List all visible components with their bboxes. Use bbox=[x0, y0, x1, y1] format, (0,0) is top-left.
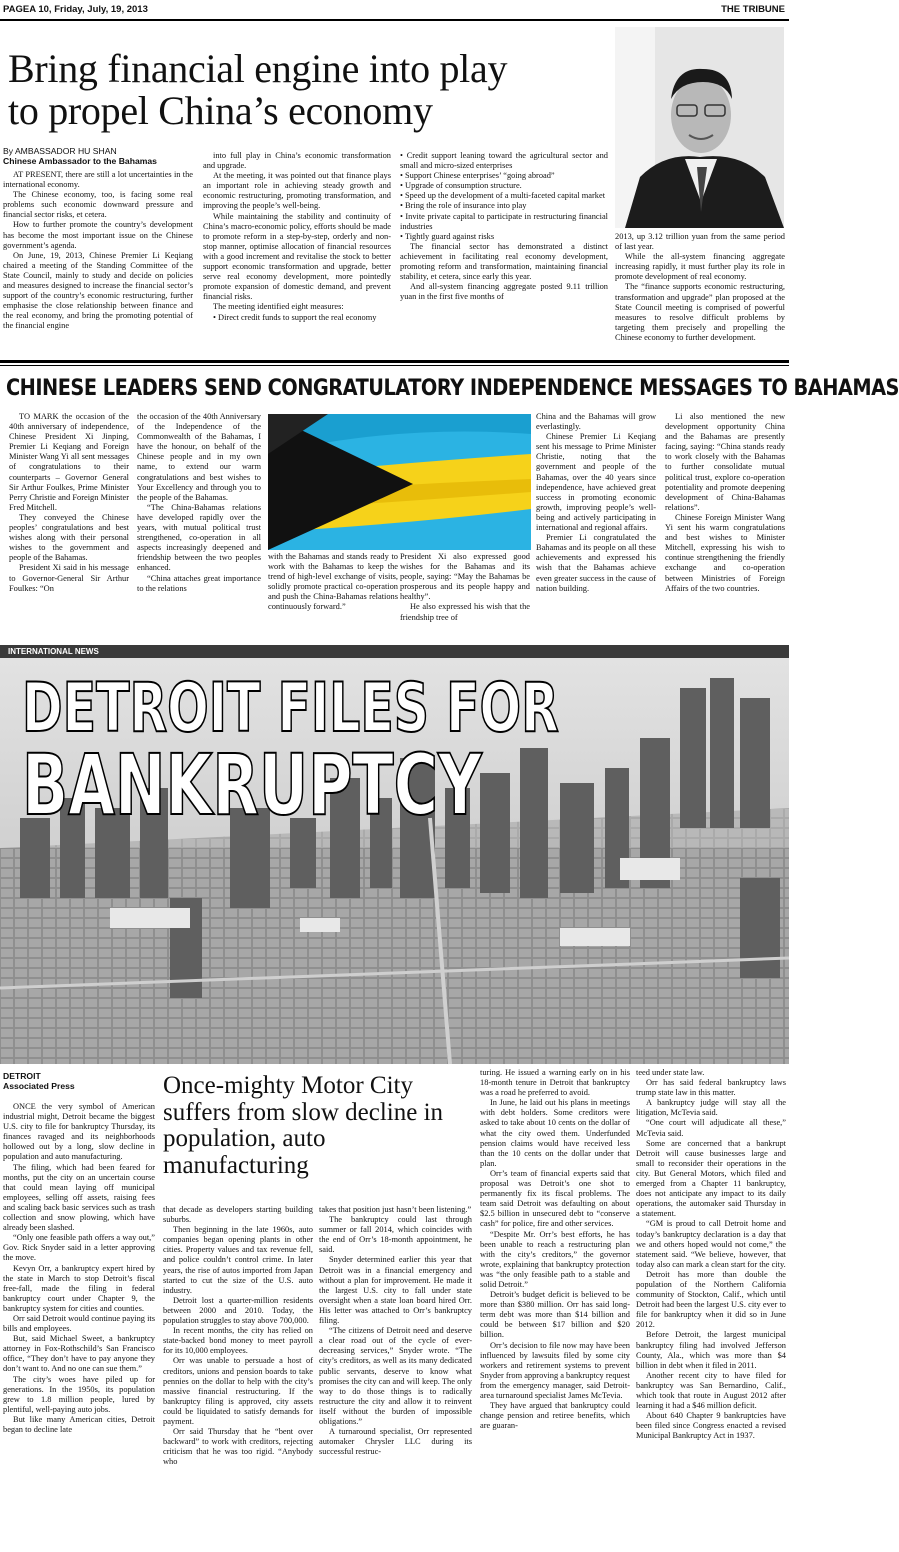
article2-column-3: with the Bahamas and stands ready to work with the Bahamas to keep the trend of high-level exchange of visits, solidly promote practical co-operation and push the China-Bahamas relations continuously forward.” bbox=[268, 552, 398, 612]
article2-column-6: Li also mentioned the new development opportunity China and the Bahamas are presently facing, saying: “China stands ready to work closely with the Bahamas to further consolidate mutual political trust, explore co-operation potentiality and promote deepening development of China-Bahamas relations”. Chinese Foreign Minister Wang Yi sent his warm congratulations and best wishes to Minister Mitchell, expressing his wish to continue strengthening the friendly exchange and co-operation between Ministries of Foreign Affairs of the two countries. bbox=[665, 412, 785, 593]
article2-column-2: the occasion of the 40th Anniversary of the Independence of the Commonwealth of the Bahamas, I have the honour, on behalf of the Chinese people and in my own name, to extend our warm congratulations and best wishes to Your Excellency and through you to the people of the Bahamas. “The China-Bahamas relations have developed rapidly over the years, with mutual political trust strengthened, co-operation in all aspects increasingly deepened and friendship between the two peoples enhanced. “China attaches great importance to the relations bbox=[137, 412, 261, 593]
newspaper-name: THE TRIBUNE bbox=[721, 4, 785, 15]
article1-byline: By AMBASSADOR HU SHAN Chinese Ambassador to the Bahamas bbox=[3, 146, 157, 166]
article1-headline: Bring financial engine into play to propel China’s economy bbox=[8, 46, 508, 133]
detroit-skyline-photo bbox=[0, 658, 789, 1064]
article3-column-5: teed under state law. Orr has said federal bankruptcy laws trump state law in this matter. A bankruptcy judge will stay all the litigation, McTevia said. “One court will adjudicate all these,” McTevia said. Some are concerned that a bankrupt Detroit will cause businesses large and small to reconsider their operations in the city. But General Motors, which filed and emerged from a Chapter 11 bankruptcy, does not anticipate any impact to its daily operations, the automaker said Thursday in a statement. “GM is proud to call Detroit home and today’s bankruptcy declaration is a day that we and others hoped would not come,” the statement said. “We believe, however, that today also can mark a clean start for the city. Detroit has more than double the population of the Northern California community of Stockton, Calif., which until Detroit had been the largest U.S. city ever to file for bankruptcy when it did so in June 2012. Before Detroit, the largest municipal bankruptcy filing had involved Jefferson County, Ala., which was more than $4 billion in debt when it filed in 2011. Another recent city to have filed for bankruptcy was San Bernardino, Calif., which took that route in August 2012 after learning it had a $46 million deficit. About 640 Chapter 9 bankruptcies have been filed since Congress enacted a revised Municipal Bankruptcy Act in 1937. bbox=[636, 1068, 786, 1441]
article3-column-1: ONCE the very symbol of American industrial might, Detroit became the biggest U.S. city to file for bankruptcy Thursday, its finances ravaged and its neighborhoods hollowed out by a long, slow decline in population and auto manufacturing. The filing, which had been feared for months, put the city on an uncertain course that could mean laying off municipal employees, selling off assets, raising fees and scaling back basic services such as trash collection and snow plowing, which have already been slashed. “Only one feasible path offers a way out,” Gov. Rick Snyder said in a letter approving the move. Kevyn Orr, a bankruptcy expert hired by the state in March to stop Detroit’s fiscal free-fall, made the filing in federal bankruptcy court under Chapter 9, the bankruptcy system for cities and counties. Orr said Detroit would continue paying its bills and employees. But, said Michael Sweet, a bankruptcy attorney in Fox-Rothschild’s San Francisco office, “They don’t have to pay anyone they don’t want to. And no one can sue them.” The city’s woes have piled up for generations. In the 1950s, its population grew to 1.8 million people, lured by plentiful, well-paying auto jobs. But like many American cities, Detroit began to decline late bbox=[3, 1102, 155, 1434]
page-folio: PAGEA 10, Friday, July, 19, 2013 bbox=[3, 4, 148, 15]
ambassador-portrait-icon bbox=[615, 27, 784, 228]
article2-column-4: President Xi also expressed good wishes for the Bahamas and its people, saying: “May the Bahamas be prosperous and its people happy and healthy”. He also expressed his wish that the friendship tree of bbox=[400, 552, 530, 622]
article3-column-3: takes that position just hasn’t been listening.” The bankruptcy could last through summer or fall 2014, which coincides with the end of Orr’s 18-month appointment, he said. Snyder determined earlier this year that Detroit was in a financial emergency and without a plan for improvement. He made it the largest U.S. city to fall under state oversight when a state loan board hired Orr. His letter was attached to Orr’s bankruptcy filing. “The citizens of Detroit need and deserve a clear road out of the cycle of ever-decreasing services,” Snyder wrote. “The city’s creditors, as well as its many dedicated public servants, deserve to know what promises the city can and will keep. The only way to do those things is to radically restructure the city and allow it to reinvent itself without the burden of impossible obligations.” A turnaround specialist, Orr represented automaker Chrysler LLC during its successful restruc- bbox=[319, 1205, 472, 1457]
article3-column-2: that decade as developers starting building suburbs. Then beginning in the late 1960s, auto companies began opening plants in other cities. Property values and tax revenue fell, and police couldn’t control crime. In later years, the rise of autos imported from Japan started to cut the size of the U.S. auto industry. Detroit lost a quarter-million residents between 2000 and 2010. Today, the population struggles to stay above 700,000. In recent months, the city has relied on state-backed bond money to meet payroll for its 10,000 employees. Orr was unable to persuade a host of creditors, unions and pension boards to take pennies on the dollar to help with the city’s massive financial restructuring. If the bankruptcy filing is approved, city assets could be liquidated to satisfy demands for payment. Orr said Thursday that he “bent over backward” to work with creditors, rejecting criticism that he was too rigid. “Anybody who bbox=[163, 1205, 313, 1467]
article2-column-5: China and the Bahamas will grow everlastingly. Chinese Premier Li Keqiang sent his message to Prime Minister Christie, noting that the government and people of the Bahamas, over the 40 years since independence, have achieved great success in promoting economic growth, improving people’s well-being and actively participating in international and regional affairs. Premier Li congratulated the Bahamas and its people on all these achievements and expressed his wish that the Bahamas achieve even greater success in the cause of nation building. bbox=[536, 412, 656, 593]
article3-dateline: DETROIT Associated Press bbox=[3, 1071, 75, 1091]
article3-column-4: turing. He issued a warning early on in his 18-month tenure in Detroit that bankruptcy was a road he preferred to avoid. In June, he laid out his plans in meetings with debt holders. Some creditors were asked to take about 10 cents on the dollar of what the city owed them. Underfunded pension claims would have received less than the 10 cents on the dollar under that plan. Orr’s team of financial experts said that proposal was Detroit’s one shot to permanently fix its fiscal problems. The team said Detroit was defaulting on about $2.5 billion in unsecured debt to “conserve cash” for police, fire and other services. “Despite Mr. Orr’s best efforts, he has been unable to reach a restructuring plan with the city’s creditors,” the governor wrote, explaining that bankruptcy protection was “the only feasible path to a stable and solid Detroit.” Detroit’s budget deficit is believed to be more than $380 million. Orr has said long-term debt was more than $14 billion and could be between $17 billion and $20 billion. Orr’s decision to file now may have been influenced by lawsuits filed by some city workers and retirement systems to prevent Snyder from approving a bankruptcy request from the emergency manager, said Detroit-area turnaround specialist James McTevia. They have argued that bankruptcy could change pension and retiree benefits, which are guaran- bbox=[480, 1068, 631, 1431]
ambassador-photo bbox=[615, 27, 784, 228]
header-rule bbox=[0, 19, 789, 21]
article1-column-4: 2013, up 3.12 trillion yuan from the same period of last year. While the all-system financing aggregate increasing rapidly, it must further play its role in promote development of real economy. The “finance supports economic restructuring, transformation and upgrade” plan proposed at the State Council meeting is comprised of powerful measures to resolve difficult problems by targeting them precisely and propelling the Chinese economy to further development. bbox=[615, 232, 785, 342]
article1-column-2: into full play in China’s economic transformation and upgrade. At the meeting, it was pointed out that finance plays an important role in achieving steady growth and economic restructuring, promoting transformation, and improving the people’s well-being. While maintaining the stability and continuity of China’s macro-economic policy, efforts should be made to promote reform in a step-by-step, orderly and non-stop manner, optimise allocation of financial resources with a good increment and revitalise the stock to better support economic transformation and upgrade, better serve real economy development, more pointedly promote expansion of domestic demand, and prevent financial risks. The meeting identified eight measures: • Direct credit funds to support the real economy bbox=[203, 151, 391, 322]
section-divider-thin bbox=[0, 365, 789, 366]
section-label: INTERNATIONAL NEWS bbox=[0, 645, 789, 658]
section-divider bbox=[0, 360, 789, 363]
article3-subhead: Once-mighty Motor City suffers from slow decline in population, auto manufacturing bbox=[163, 1072, 444, 1179]
bahamas-flag-photo bbox=[268, 414, 531, 550]
article1-column-1: AT PRESENT, there are still a lot uncertainties in the international economy. The Chinese economy, too, is facing some real problems such economic downward pressure and financial sector risks, et cetera. How to further promote the country’s development has become the most important issue on the Chinese government’s agenda. On June, 19, 2013, Chinese Premier Li Keqiang chaired a meeting of the Standing Committee of the State Council, mainly to study and decide on policies and measures designed to increase the financial sector’s support of the country’s economic restructuring, further emphasise the close relationship between finance and the real economy, and bring the promoting potential of the financial engine bbox=[3, 170, 193, 331]
article2-column-1: TO MARK the occasion of the 40th anniversary of independence, Chinese President Xi Jinping, Premier Li Keqiang and Foreign Minister Wang Yi all sent messages of congratulations to their counterparts – Governor General Sir Arthur Foulkes, Prime Minister Perry Christie and Foreign Minister Fred Mitchell. They conveyed the Chinese peoples’ congratulations and best wishes along with their personal wishes to the government and people of the Bahamas. President Xi said in his message to Governor-General Sir Arthur Foulkes: “On bbox=[9, 412, 129, 593]
article1-column-3: • Credit support leaning toward the agricultural sector and small and micro-sized enterprises • Support Chinese enterprises’ “going abroad” • Upgrade of consumption structure. • Speed up the development of a multi-faceted capital market • Bring the role of insurance into play • Invite private capital to participate in restructuring financial industries • Tightly guard against risks The financial sector has demonstrated a distinct achievement in facilitating real economy development, promoting reform and transformation, maintaining financial stability, et cetera, since early this year. And all-system financing aggregate posted 9.11 trillion yuan in the first five months of bbox=[400, 151, 608, 302]
banner-headline-line2: BANKRUPTCY bbox=[22, 736, 482, 834]
bahamas-flag-icon bbox=[268, 414, 531, 550]
article2-headline: CHINESE LEADERS SEND CONGRATULATORY INDEPENDENCE MESSAGES TO BAHAMAS bbox=[6, 375, 899, 401]
banner-headline-line1: DETROIT FILES FOR bbox=[22, 669, 559, 748]
